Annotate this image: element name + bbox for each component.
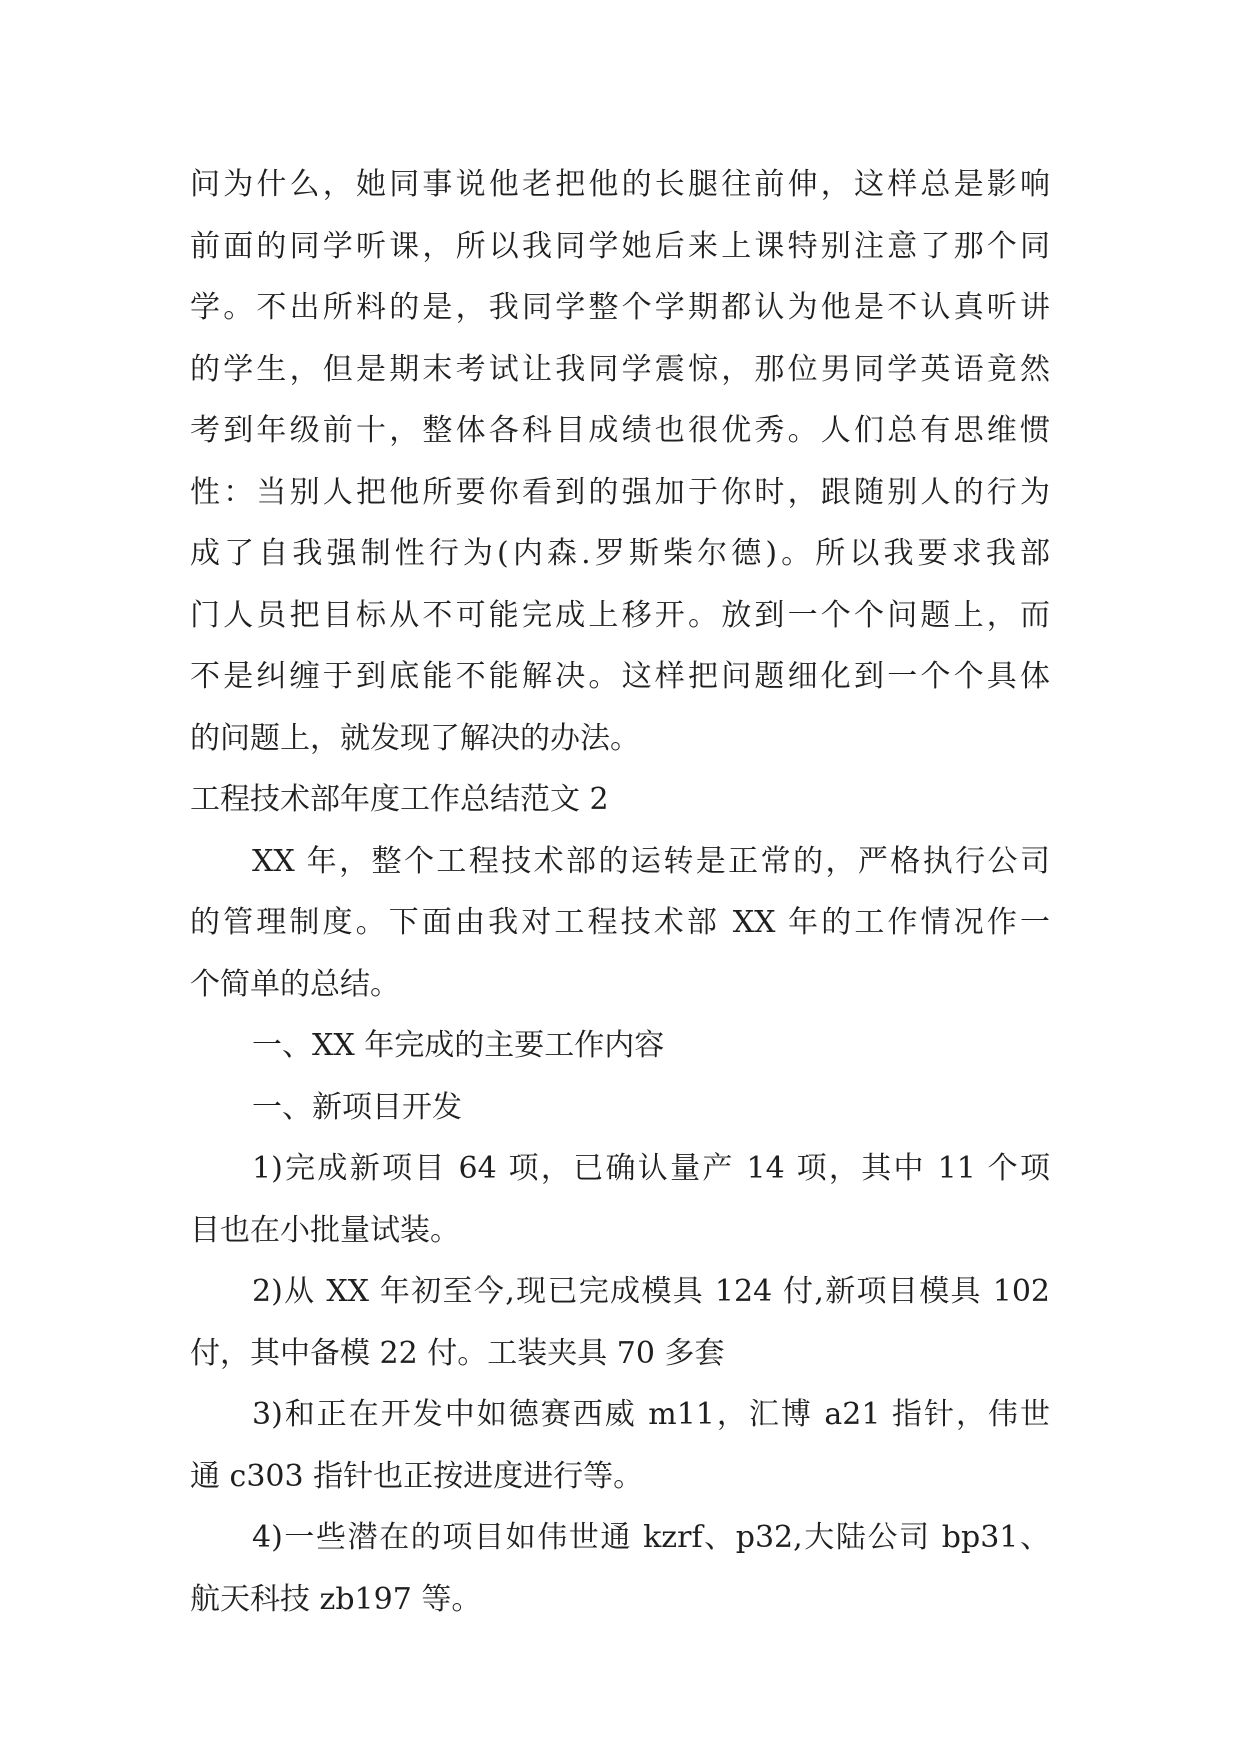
text-line: 成了自我强制性行为(内森.罗斯柴尔德)。所以我要求我部 [190, 536, 1050, 571]
text-line: 的管理制度。下面由我对工程技术部 XX 年的工作情况作一 [190, 905, 1050, 940]
text-line: 问为什么，她同事说他老把他的长腿往前伸，这样总是影响 [190, 167, 1050, 202]
list-item-line: 4)一些潜在的项目如伟世通 kzrf、p32,大陆公司 bp31、 [252, 1520, 1050, 1555]
paragraph-end-line: 的问题上，就发现了解决的办法。 [190, 720, 640, 756]
text-line: 门人员把目标从不可能完成上移开。放到一个个问题上，而 [190, 597, 1050, 633]
text-line: 的学生，但是期末考试让我同学震惊，那位男同学英语竟然 [190, 351, 1050, 387]
list-item-line: 付，其中备模 22 付。工装夹具 70 多套 [190, 1335, 725, 1371]
section-heading: 工程技术部年度工作总结范文 2 [190, 782, 609, 817]
document-body [190, 154, 1050, 1630]
subsection-heading: 一、新项目开发 [252, 1089, 462, 1125]
list-item-line: 通 c303 指针也正按进度进行等。 [190, 1458, 644, 1494]
list-item-line: 3)和正在开发中如德赛西威 m11，汇博 a21 指针，伟世 [252, 1397, 1050, 1432]
subsection-heading: 一、XX 年完成的主要工作内容 [252, 1028, 665, 1063]
text-line: XX 年，整个工程技术部的运转是正常的，严格执行公司 [252, 843, 1050, 879]
text-line: 考到年级前十，整体各科目成绩也很优秀。人们总有思维惯 [190, 413, 1050, 448]
text-line: 前面的同学听课，所以我同学她后来上课特别注意了那个同 [190, 228, 1050, 264]
list-item-line: 1)完成新项目 64 项，已确认量产 14 项，其中 11 个项 [252, 1151, 1050, 1186]
text-line: 性：当别人把他所要你看到的强加于你时，跟随别人的行为 [190, 474, 1050, 510]
text-line: 学。不出所料的是，我同学整个学期都认为他是不认真听讲 [190, 290, 1050, 325]
list-item-line: 航天科技 zb197 等。 [190, 1581, 482, 1617]
list-item-line: 目也在小批量试装。 [190, 1212, 460, 1248]
text-line: 不是纠缠于到底能不能解决。这样把问题细化到一个个具体 [190, 659, 1050, 694]
paragraph-end-line: 个简单的总结。 [190, 966, 400, 1002]
list-item-line: 2)从 XX 年初至今,现已完成模具 124 付,新项目模具 102 [252, 1274, 1050, 1309]
